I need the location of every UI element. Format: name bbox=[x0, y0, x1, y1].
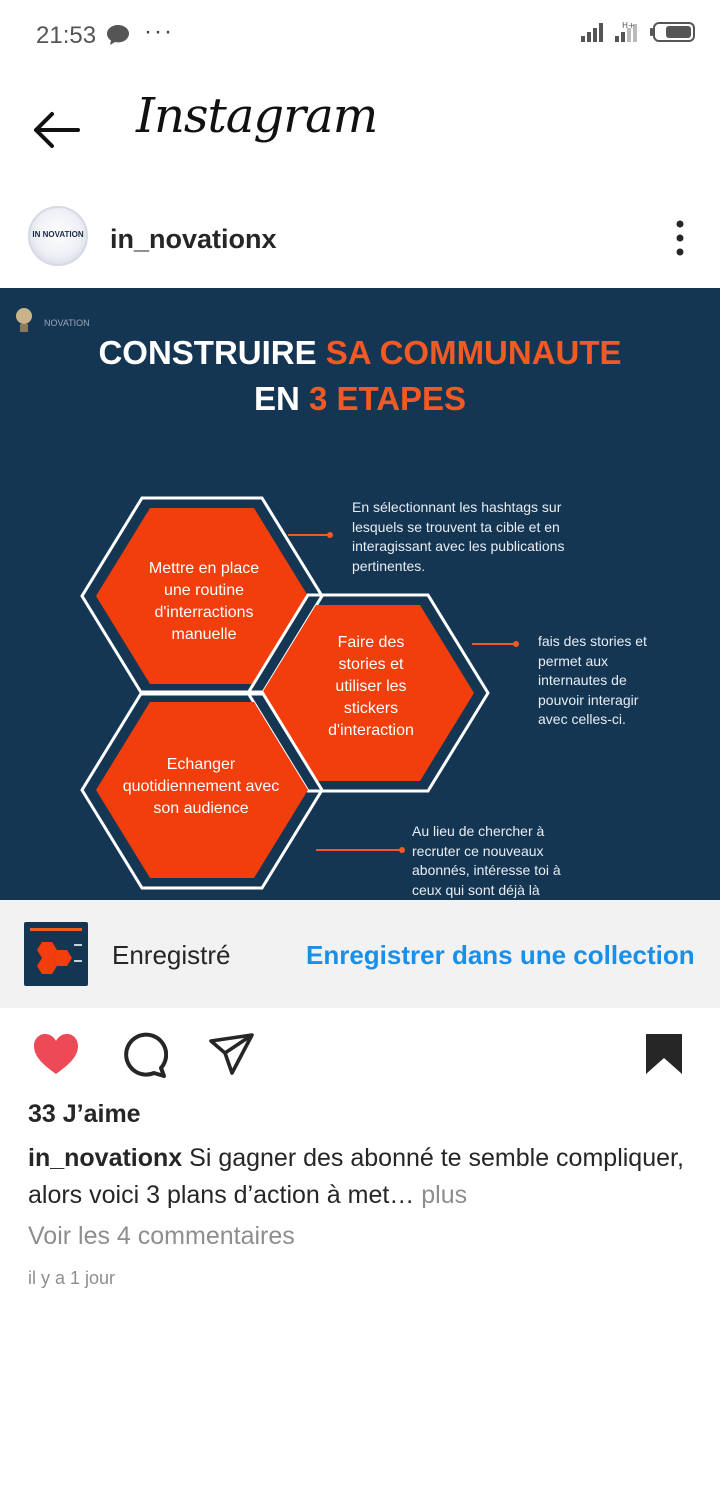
send-icon bbox=[208, 1032, 256, 1076]
step-1-note: En sélectionnant les hashtags sur lesquels se trouvent ta cible et en interagissant avec les publications pertinentes. bbox=[352, 499, 565, 574]
saved-thumbnail[interactable] bbox=[24, 922, 88, 986]
image-title-accent-part: SA COMMUNAUTE bbox=[325, 334, 622, 371]
step-1-label: Mettre en place une routine d'interractions manuelle bbox=[148, 560, 260, 643]
caption-more-link[interactable]: plus bbox=[421, 1181, 468, 1209]
battery-icon bbox=[650, 21, 696, 43]
image-title-accent-part: 3 ETAPES bbox=[308, 380, 467, 417]
saved-label: Enregistré bbox=[112, 940, 231, 970]
more-options-button[interactable] bbox=[668, 216, 692, 260]
app-header bbox=[0, 72, 720, 184]
caption-text: Si gagner des abonné te semble compliquer, alors voici 3 plans d’action à met… bbox=[28, 1144, 684, 1209]
avatar[interactable] bbox=[28, 206, 88, 266]
saved-bar bbox=[0, 900, 720, 1008]
bookmark-icon bbox=[644, 1032, 684, 1076]
post-header bbox=[0, 200, 720, 284]
app-title: Instagram bbox=[136, 88, 378, 144]
more-vertical-icon bbox=[668, 216, 692, 260]
signal-icon bbox=[580, 21, 606, 43]
view-comments-link[interactable]: Voir les 4 commentaires bbox=[28, 1222, 295, 1250]
comment-icon bbox=[120, 1032, 168, 1078]
connector-dot-2 bbox=[513, 641, 519, 647]
status-more-dots: ··· bbox=[144, 18, 174, 45]
status-time: 21:53 bbox=[36, 22, 97, 49]
hexagon-diagram bbox=[0, 288, 720, 900]
step-3-label: Echanger quotidiennement avec son audience bbox=[122, 756, 280, 817]
post-actions bbox=[0, 1020, 720, 1092]
avatar-logo-text: IN NOVATION bbox=[32, 230, 84, 239]
image-title-white-part: EN bbox=[253, 380, 300, 417]
thumbnail-preview bbox=[24, 922, 88, 986]
back-button[interactable] bbox=[28, 108, 84, 152]
status-indicators bbox=[580, 20, 696, 44]
comment-button[interactable] bbox=[120, 1032, 168, 1083]
svg-text:H+: H+ bbox=[622, 21, 635, 30]
step-3-note: Au lieu de chercher à recruter ce nouveaux abonnés, intéresse toi à ceux qui sont déjà là bbox=[412, 823, 561, 898]
image-title-white-part: CONSTRUIRE bbox=[98, 334, 317, 371]
like-button[interactable] bbox=[32, 1032, 80, 1081]
connector-dot-3 bbox=[399, 847, 405, 853]
back-arrow-icon bbox=[28, 108, 84, 152]
heart-icon bbox=[32, 1032, 80, 1076]
likes-count[interactable]: 33 J’aime bbox=[28, 1100, 141, 1128]
message-icon bbox=[106, 24, 130, 51]
post-username[interactable]: in_novationx bbox=[110, 224, 277, 254]
save-to-collection-link[interactable]: Enregistrer dans une collection bbox=[306, 940, 695, 970]
step-2-note: fais des stories et permet aux internautes de pouvoir interagir avec celles-ci. bbox=[538, 633, 647, 727]
post-caption bbox=[28, 1140, 698, 1214]
save-button[interactable] bbox=[644, 1032, 684, 1081]
share-button[interactable] bbox=[208, 1032, 256, 1081]
status-bar bbox=[0, 0, 720, 72]
image-logo-text: NOVATION bbox=[44, 318, 90, 328]
post-image[interactable] bbox=[0, 288, 720, 900]
connector-dot-1 bbox=[327, 532, 333, 538]
caption-username[interactable]: in_novationx bbox=[28, 1144, 183, 1172]
signal-icon bbox=[614, 20, 642, 44]
post-timestamp: il y a 1 jour bbox=[28, 1268, 116, 1288]
step-2-label: Faire des stories et utiliser les stickers d'interaction bbox=[328, 634, 414, 739]
